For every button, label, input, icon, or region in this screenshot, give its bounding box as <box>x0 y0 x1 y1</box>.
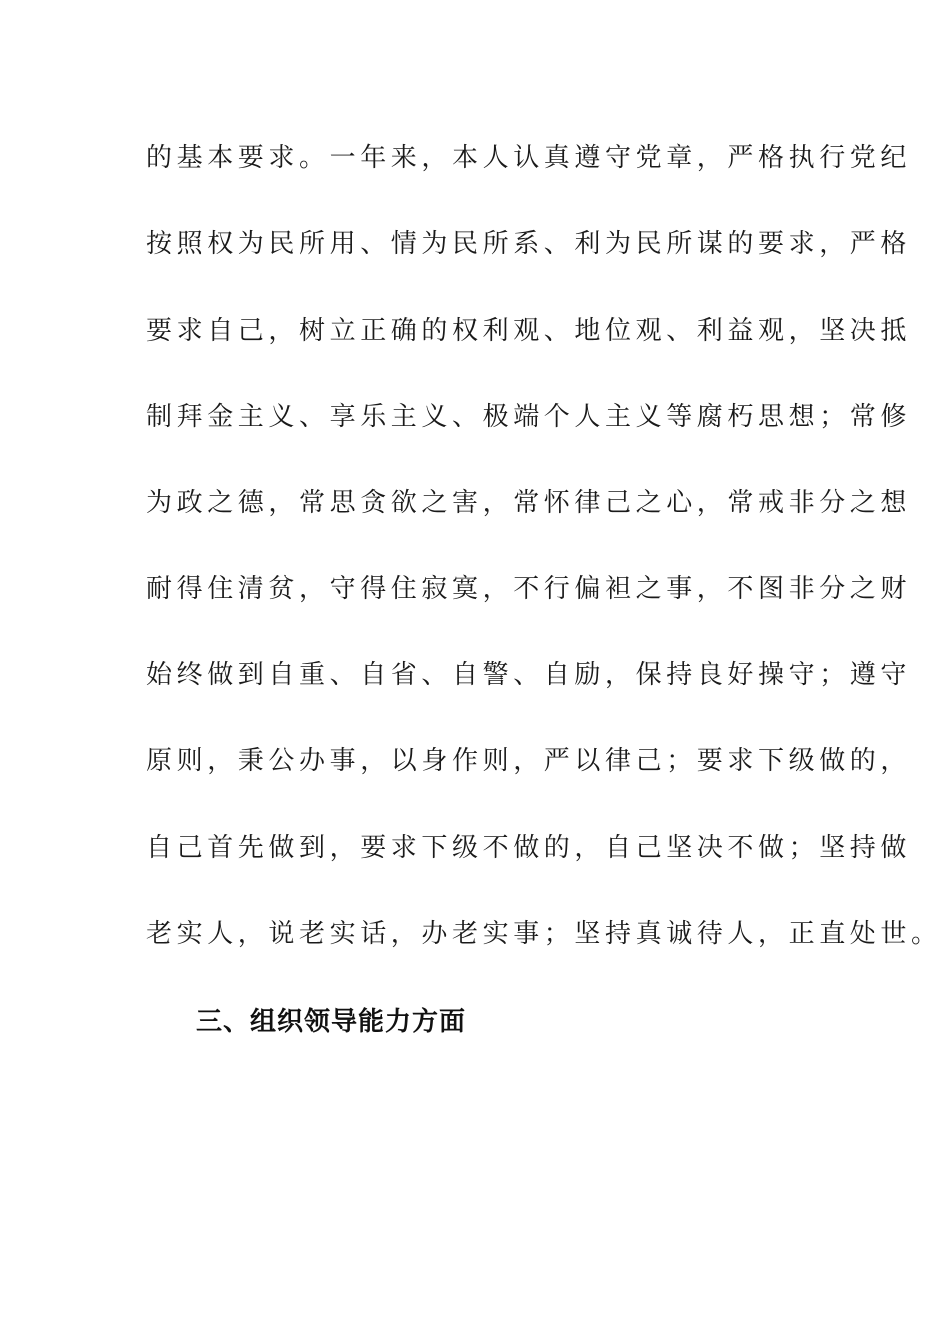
body-text-line: 按照权为民所用、情为民所系、利为民所谋的要求，严格 <box>146 229 912 259</box>
body-text-line: 耐得住清贫，守得住寂寞，不行偏袒之事，不图非分之财 <box>146 574 912 604</box>
body-text-line: 制拜金主义、享乐主义、极端个人主义等腐朽思想；常修 <box>146 402 912 432</box>
body-text-line: 要求自己，树立正确的权利观、地位观、利益观，坚决抵 <box>146 316 912 346</box>
body-text-line: 老实人，说老实话，办老实事；坚持真诚待人，正直处世。 <box>146 919 942 949</box>
body-text-line: 始终做到自重、自省、自警、自励，保持良好操守；遵守 <box>146 660 912 690</box>
body-text-line: 为政之德，常思贪欲之害，常怀律己之心，常戒非分之想 <box>146 488 912 518</box>
body-text-line: 的基本要求。一年来，本人认真遵守党章，严格执行党纪 <box>146 143 912 173</box>
body-text-line: 自己首先做到，要求下级不做的，自己坚决不做；坚持做 <box>146 833 912 863</box>
body-text-line: 原则，秉公办事，以身作则，严以律己；要求下级做的， <box>146 746 912 776</box>
section-heading: 三、组织领导能力方面 <box>196 1007 467 1037</box>
